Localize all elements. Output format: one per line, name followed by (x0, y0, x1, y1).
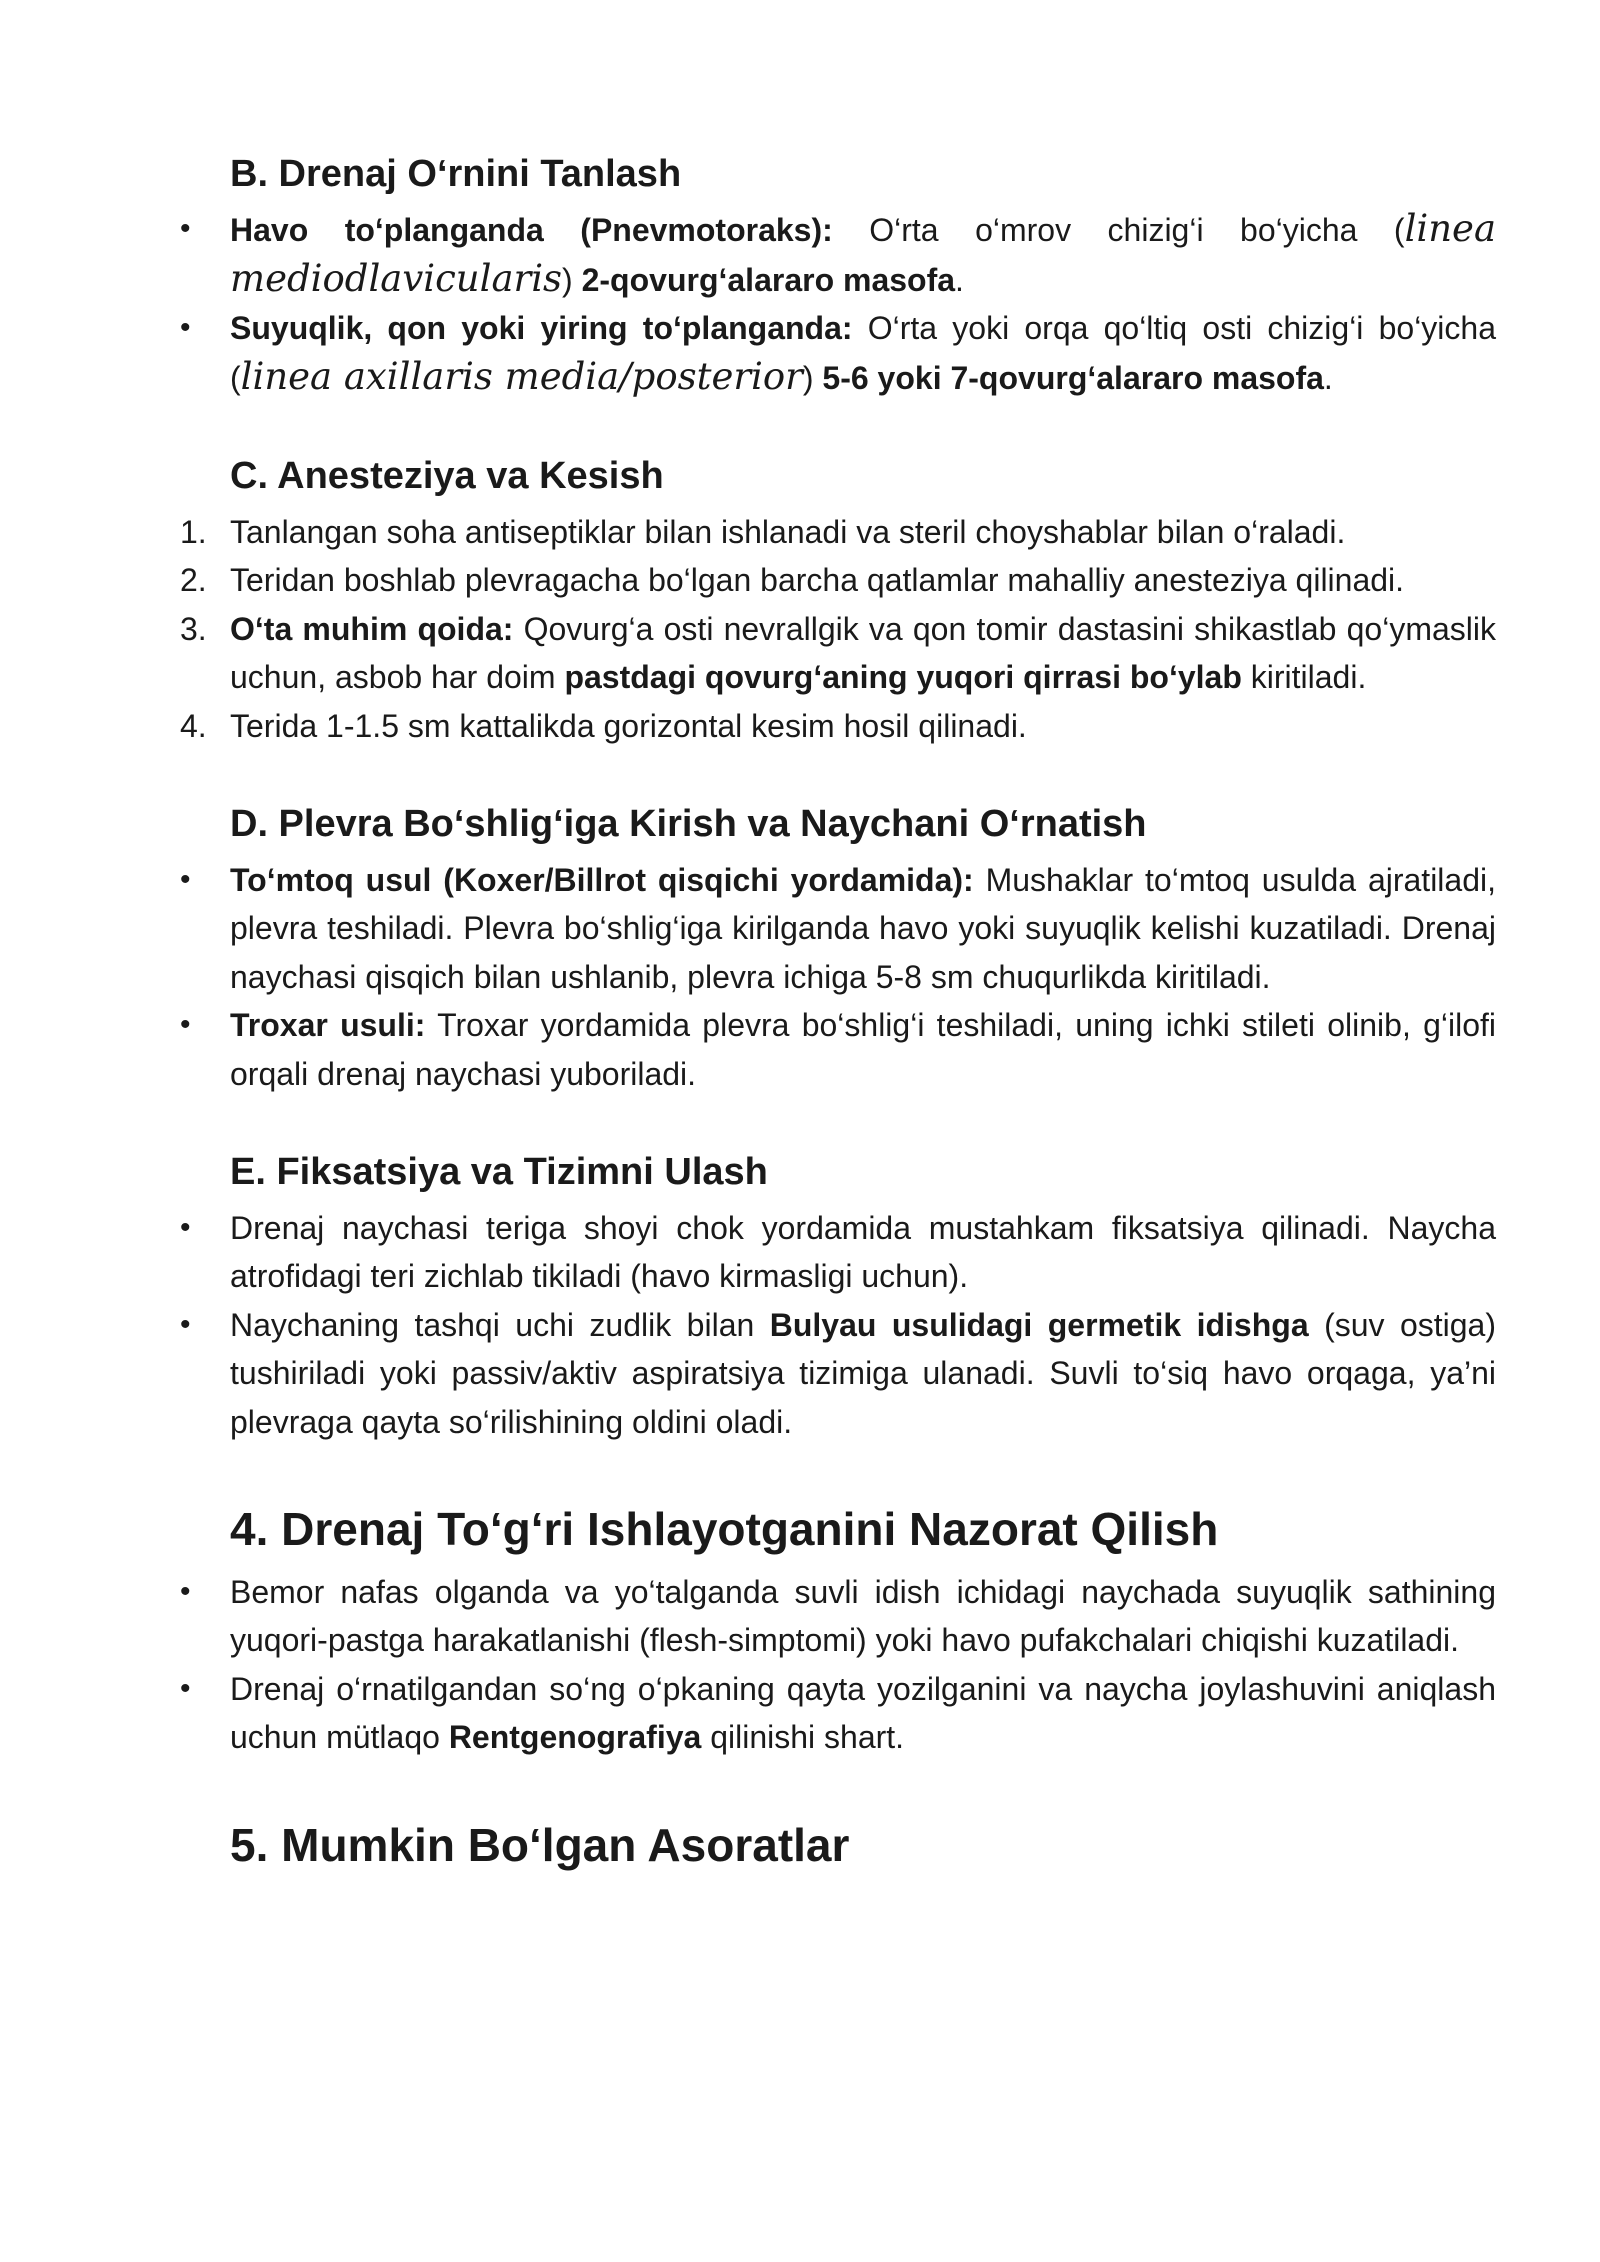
section-c (180, 452, 1497, 750)
item-text: kiritiladi. (1241, 659, 1367, 696)
list-item (180, 556, 1496, 605)
item-text: (suv ostiga) tushiriladi yoki passiv/aktiv aspiratsiya tizimiga ulanadi. Suvli to‘siq havo orqaga, ya’ni plevraga qayta so‘rilishining oldini oladi. (230, 1306, 1497, 1440)
section-c-heading: C. Anesteziya va Kesish (230, 455, 664, 498)
list-item (230, 1301, 1496, 1447)
item-bold: pastdagi qovurg‘aning yuqori qirrasi bo‘ylab (564, 659, 1242, 696)
section-4-heading: 4. Drenaj To‘g‘ri Ishlayotganini Nazorat Qilish (230, 1503, 1219, 1556)
item-text: Terida 1-1.5 sm kattalikda gorizontal kesim hosil qilinadi. (230, 707, 1027, 744)
paren-open: ( (230, 359, 241, 396)
item-text: Troxar yordamida plevra bo‘shlig‘i teshiladi, uning ichki stileti olinib, g‘ilofi orqali drenaj naychasi yuboriladi. (230, 1007, 1497, 1092)
item-number: 3. (180, 610, 207, 647)
list-item (230, 1568, 1496, 1665)
list-item (230, 1665, 1496, 1762)
item-text: Teridan boshlab plevragacha bo‘lgan barcha qatlamlar mahalliy anesteziya qilinadi. (230, 562, 1405, 599)
section-e-heading: E. Fiksatsiya va Tizimni Ulash (230, 1151, 768, 1194)
item-text: Drenaj naychasi teriga shoyi chok yordamida mustahkam fiksatsiya qilinadi. Naycha atrofidagi teri zichlab tikiladi (havo kirmasligi uchun). (230, 1209, 1496, 1295)
item-number: 1. (180, 513, 207, 550)
item-bold: 2-qovurg‘alararo masofa (581, 261, 956, 298)
item-text: Drenaj o‘rnatilgandan so‘ng o‘pkaning qayta yozilganini va naycha joylashuvini aniqlash uchun mütlaqo (230, 1670, 1496, 1756)
list-item (230, 304, 1496, 402)
paren-close: ) (562, 261, 582, 298)
section-e-list (230, 1204, 1496, 1447)
section-b-list (230, 205, 1496, 402)
section-5-heading: 5. Mumkin Bo‘lgan Asoratlar (230, 1818, 850, 1871)
paren-open: ( (1393, 212, 1405, 249)
item-text: O‘rta yoki orqa qo‘ltiq osti chizig‘i bo‘yicha (852, 310, 1497, 347)
latin-term: linea axillaris media/posterior (240, 354, 803, 398)
section-b (230, 150, 1496, 402)
item-text: . (955, 261, 964, 298)
list-item (230, 856, 1496, 1002)
list-item (180, 702, 1496, 751)
item-bold-lead: Havo to‘planganda (Pnevmotoraks): (230, 212, 833, 249)
item-bold-lead: O‘ta muhim qoida: (230, 610, 514, 647)
item-bold: Rentgenografiya (448, 1719, 702, 1756)
list-item (180, 508, 1496, 557)
list-item (180, 605, 1497, 702)
item-number: 4. (180, 707, 207, 744)
latin-term: linea mediodlavicularis (230, 207, 1497, 300)
section-b-heading: B. Drenaj O‘rnini Tanlash (230, 153, 682, 195)
item-bold-lead: To‘mtoq usul (Koxer/Billrot qisqichi yordamida): (230, 861, 974, 898)
section-d-heading: D. Plevra Bo‘shlig‘iga Kirish va Naychani O‘rnatish (230, 803, 1147, 846)
item-number: 2. (180, 562, 207, 599)
item-text: Qovurg‘a osti nevrallgik va qon tomir dastasini shikastlab qo‘ymaslik uchun, asbob har doim (230, 610, 1497, 696)
item-bold-lead: Suyuqlik, qon yoki yiring to‘planganda: (230, 310, 853, 347)
list-item (230, 1204, 1496, 1301)
item-text: . (1323, 359, 1333, 396)
section-d-list (230, 856, 1496, 1099)
item-bold-lead: Troxar usuli: (230, 1007, 426, 1044)
section-4 (230, 1500, 1496, 1762)
section-5 (230, 1816, 1496, 1876)
item-text: O‘rta o‘mrov chizig‘i bo‘yicha (832, 212, 1394, 249)
item-text: qilinishi shart. (701, 1719, 905, 1756)
section-d (230, 800, 1496, 1098)
item-bold: 5-6 yoki 7-qovurg‘alararo masofa (822, 359, 1324, 396)
list-item (230, 205, 1496, 304)
document-content (180, 150, 1497, 1926)
section-e (230, 1148, 1496, 1446)
item-bold: Bulyau usulidagi germetik idishga (769, 1306, 1309, 1343)
section-4-list (230, 1568, 1496, 1762)
item-text: Naychaning tashqi uchi zudlik bilan (230, 1306, 770, 1343)
item-text: Mushaklar to‘mtoq usulda ajratiladi, plevra teshiladi. Plevra bo‘shlig‘iga kirilganda havo yoki suyuqlik kelishi kuzatiladi. Drenaj naychasi qisqich bilan ushlanib, plevra ichiga 5-8 sm chuqurlikda kiritiladi. (230, 861, 1497, 995)
list-item (230, 1001, 1496, 1098)
paren-close: ) (802, 359, 823, 396)
section-c-list (180, 508, 1497, 751)
item-text: Bemor nafas olganda va yo‘talganda suvli idish ichidagi naychada suyuqlik sathining yuqori-pastga harakatlanishi (flesh-simptomi) yoki havo pufakchalari chiqishi kuzatiladi. (230, 1573, 1496, 1659)
item-text: Tanlangan soha antiseptiklar bilan ishlanadi va steril choyshablar bilan o‘raladi. (230, 513, 1346, 550)
